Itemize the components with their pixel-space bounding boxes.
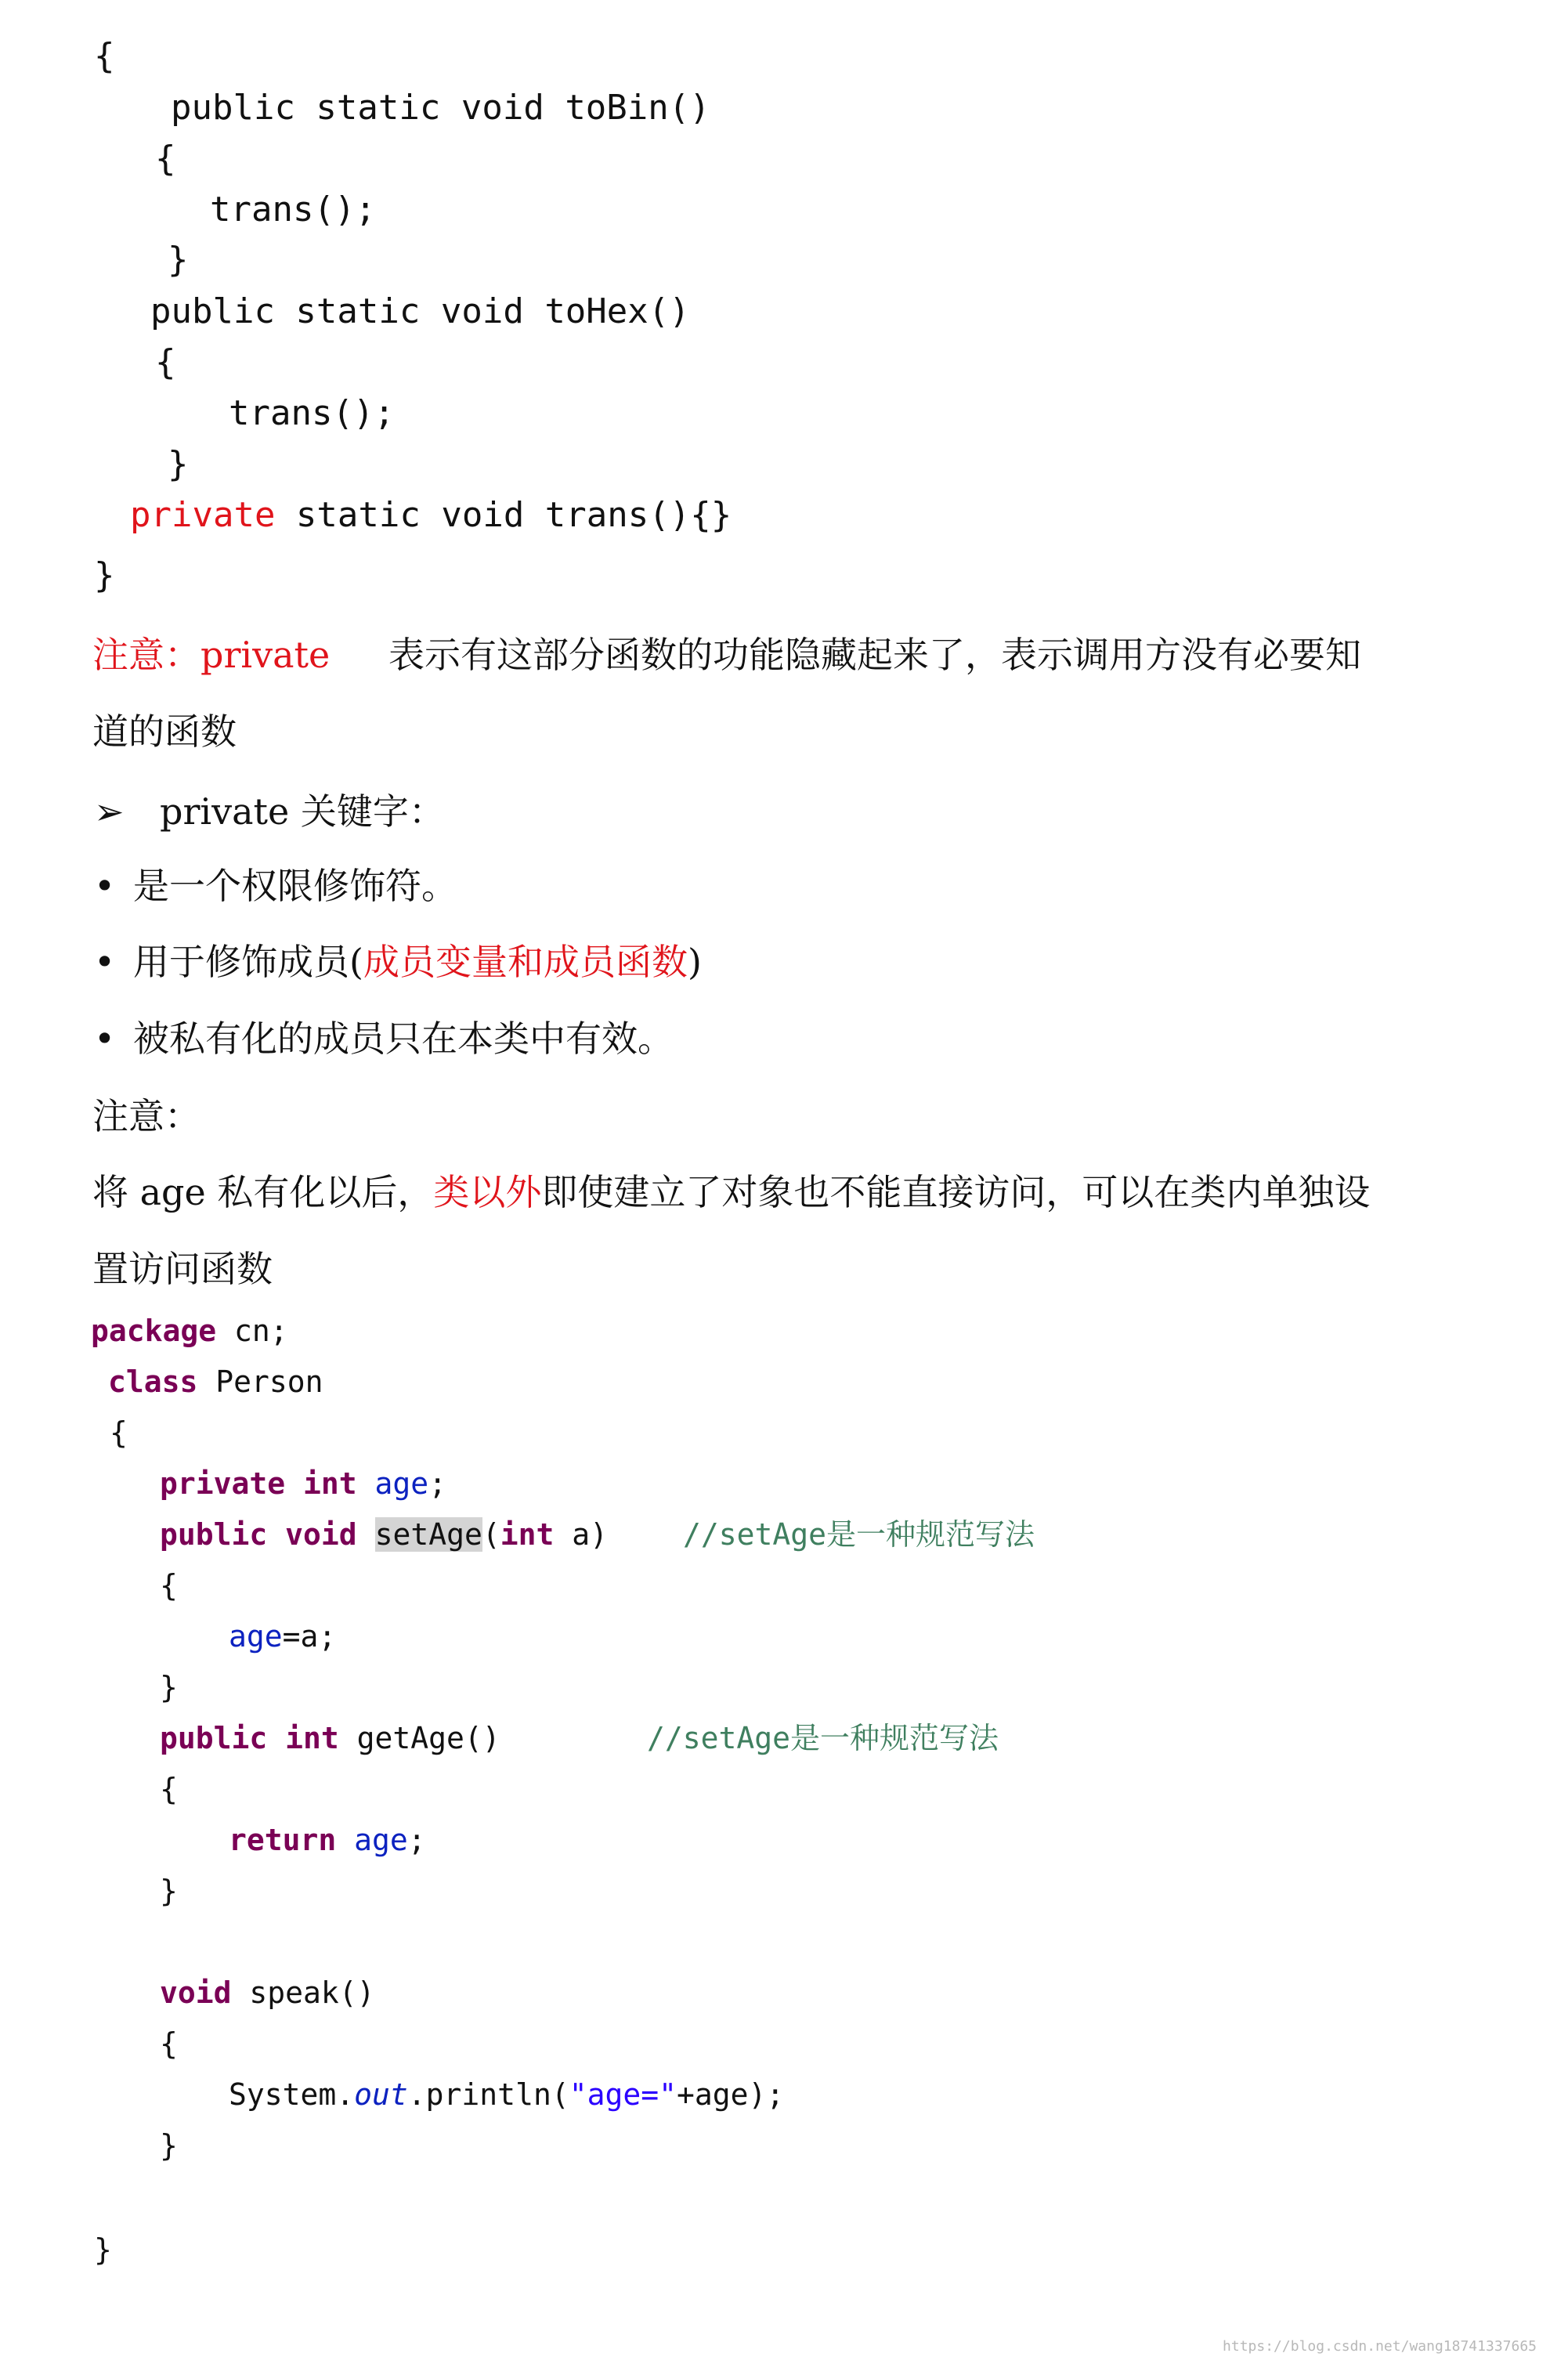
- static-field: out: [354, 2077, 408, 2112]
- string-literal: "age=": [569, 2077, 677, 2112]
- code-text: .println(: [407, 2077, 569, 2112]
- code-line: trans();: [210, 190, 376, 230]
- code-line: [160, 1975, 375, 2010]
- bullet-text: [133, 941, 702, 983]
- note-text-suffix: 即使建立了对象也不能直接访问，可以在类内单独设: [541, 1171, 1371, 1213]
- keyword: int: [500, 1517, 555, 1552]
- code-line: {: [160, 1568, 178, 1603]
- note-text: 表示有这部分函数的功能隐藏起来了，表示调用方没有必要知: [388, 634, 1361, 676]
- bullet-icon: •: [94, 865, 116, 907]
- field-name: age: [229, 1619, 283, 1654]
- code-line: [229, 1619, 337, 1654]
- code-text: ;: [428, 1466, 447, 1501]
- code-text: ;: [407, 1823, 426, 1857]
- code-text: [357, 1517, 375, 1552]
- bullet-text: 被私有化的成员只在本类中有效。: [133, 1018, 674, 1060]
- note-label: 注意：private: [92, 634, 331, 676]
- code-text: static void trans(){}: [275, 495, 732, 535]
- keyword: class: [108, 1365, 198, 1399]
- code-text: getAge(): [338, 1721, 500, 1755]
- bullet-text-prefix: 用于修饰成员(: [133, 941, 363, 983]
- bullet-icon: •: [94, 941, 116, 983]
- code-line: [229, 1825, 426, 1855]
- keyword: void: [160, 1975, 232, 2010]
- code-line: {: [160, 2026, 178, 2061]
- field-name: age: [336, 1823, 408, 1857]
- bullet-highlight: 成员变量和成员函数: [363, 941, 688, 983]
- note-label: 注意：: [92, 1095, 201, 1137]
- code-line: }: [160, 1874, 178, 1908]
- note-text: 置访问函数: [92, 1248, 273, 1290]
- code-line: {: [155, 139, 176, 179]
- code-line: }: [160, 1670, 178, 1704]
- note-highlight: 类以外: [433, 1171, 542, 1213]
- keyword: return: [229, 1823, 337, 1857]
- code-text: +age);: [676, 2077, 785, 2112]
- code-comment: //setAge是一种规范写法: [647, 1721, 999, 1755]
- bullet-text: 是一个权限修饰符。: [133, 865, 457, 907]
- code-comment: //setAge是一种规范写法: [683, 1517, 1035, 1552]
- code-line: {: [155, 342, 176, 382]
- note-text-prefix: 将 age 私有化以后，: [92, 1171, 434, 1213]
- section-heading: private 关键字：: [160, 790, 445, 833]
- field-name: age: [356, 1466, 429, 1501]
- code-line: }: [94, 555, 115, 595]
- keyword: public int: [160, 1721, 339, 1755]
- code-line: [160, 1723, 500, 1753]
- code-line: [130, 495, 732, 535]
- code-line: [229, 2077, 785, 2112]
- code-line: }: [168, 240, 189, 280]
- code-text: =a;: [282, 1619, 337, 1654]
- code-line: {: [94, 36, 115, 76]
- arrow-bullet-icon: ➢: [94, 790, 125, 833]
- note-text: 道的函数: [92, 710, 237, 753]
- code-text: a): [554, 1517, 609, 1552]
- code-line: }: [94, 2232, 112, 2267]
- code-line: public static void toBin(): [171, 88, 710, 128]
- code-line: trans();: [229, 393, 395, 433]
- code-text: Person: [197, 1365, 323, 1399]
- watermark: https://blog.csdn.net/wang18741337665: [1223, 2338, 1537, 2355]
- code-text: (: [482, 1517, 500, 1552]
- method-name-highlighted: setAge: [374, 1517, 482, 1552]
- keyword: public void: [160, 1517, 357, 1552]
- code-text: cn;: [216, 1314, 288, 1348]
- bullet-icon: •: [94, 1018, 116, 1060]
- code-line: }: [168, 444, 189, 484]
- keyword: private int: [160, 1466, 357, 1501]
- code-line: [91, 1316, 288, 1346]
- code-text: speak(): [231, 1975, 375, 2010]
- code-line: {: [110, 1415, 128, 1450]
- private-keyword: private: [130, 495, 276, 535]
- keyword: package: [91, 1314, 217, 1348]
- code-line: [160, 1466, 447, 1501]
- code-line: [160, 1517, 609, 1552]
- code-line: [108, 1367, 323, 1397]
- note-text: [92, 1171, 1371, 1213]
- code-text: System.: [229, 2077, 355, 2112]
- code-line: {: [160, 1772, 178, 1806]
- code-line: }: [160, 2128, 178, 2163]
- bullet-text-suffix: ): [687, 941, 702, 983]
- code-line: public static void toHex(): [150, 291, 690, 331]
